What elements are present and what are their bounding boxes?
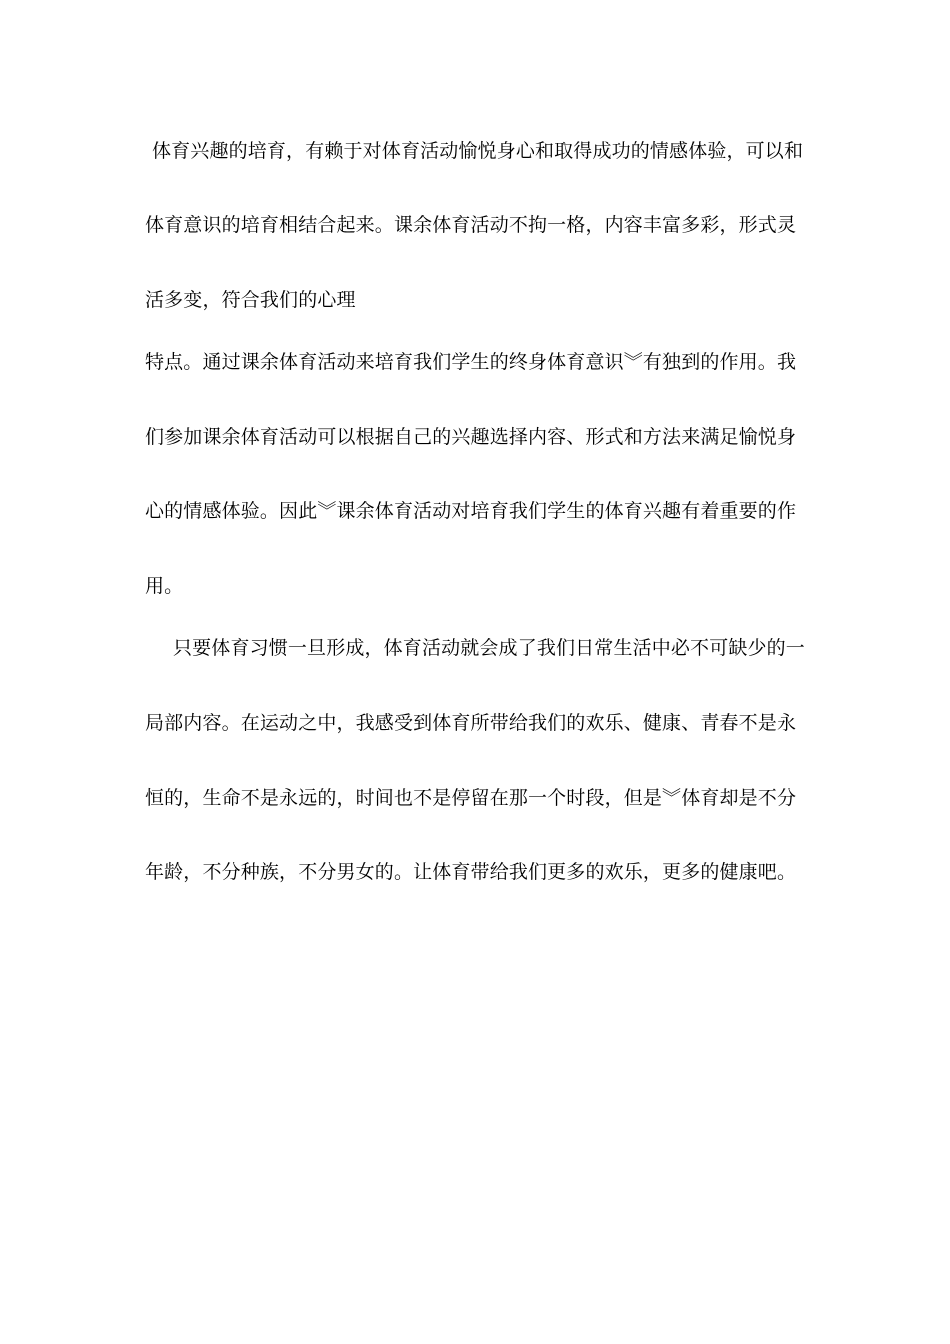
- text-line: 恒的，生命不是永远的，时间也不是停留在那一个时段，但是︾体育却是不分: [145, 787, 797, 809]
- text-line: 们参加课余体育活动可以根据自己的兴趣选择内容、形式和方法来满足愉悦身: [145, 426, 797, 448]
- text-line: 活多变，符合我们的心理: [145, 289, 356, 311]
- text-line: 年龄，不分种族，不分男女的。让体育带给我们更多的欢乐，更多的健康吧。: [145, 861, 797, 883]
- text-line: 心的情感体验。因此︾课余体育活动对培育我们学生的体育兴趣有着重要的作: [145, 500, 797, 522]
- text-line: 体育意识的培育相结合起来。课余体育活动不拘一格，内容丰富多彩，形式灵: [145, 214, 797, 236]
- text-line: 特点。通过课余体育活动来培育我们学生的终身体育意识︾有独到的作用。我: [145, 351, 797, 373]
- text-line: 局部内容。在运动之中，我感受到体育所带给我们的欢乐、健康、青春不是永: [145, 712, 797, 734]
- text-line: 用。: [145, 575, 184, 597]
- text-line: 只要体育习惯一旦形成，体育活动就会成了我们日常生活中必不可缺少的一: [173, 637, 805, 659]
- text-line: 体育兴趣的培育，有赖于对体育活动愉悦身心和取得成功的情感体验，可以和: [152, 140, 804, 162]
